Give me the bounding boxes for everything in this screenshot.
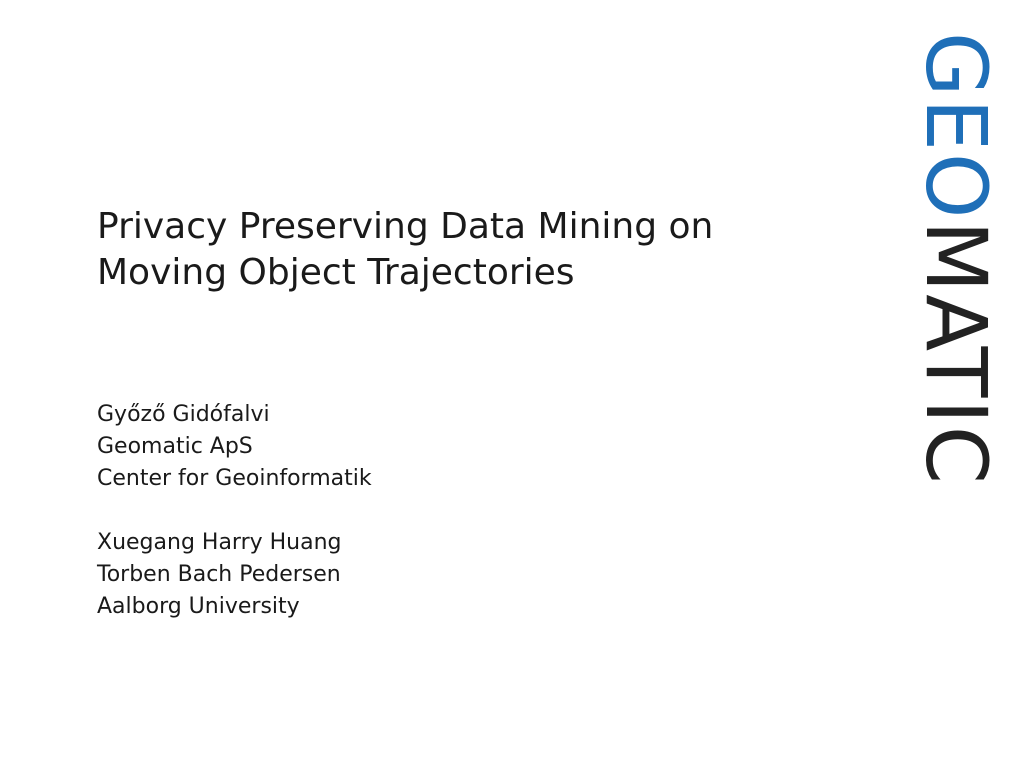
author-name: Torben Bach Pedersen [97, 562, 341, 587]
logo-wordmark [907, 32, 1005, 489]
author-group-aalborg [97, 527, 797, 623]
logo-text-suffix: MATIC [907, 220, 1005, 489]
geomatic-logo-graphic [907, 30, 1005, 489]
logo-text-o: O [907, 152, 1005, 222]
author-affiliation: Aalborg University [97, 594, 300, 619]
author-group-geomatic [97, 399, 797, 495]
author-block [97, 399, 797, 623]
logo-text-prefix: GE [907, 32, 1005, 155]
author-affiliation: Center for Geoinformatik [97, 466, 372, 491]
author-name: Győző Gidófalvi [97, 402, 270, 427]
title-line-1: Privacy Preserving Data Mining on [97, 206, 714, 247]
slide-title [97, 204, 857, 296]
author-name: Xuegang Harry Huang [97, 530, 342, 555]
geomatic-logo [907, 30, 1005, 489]
author-affiliation: Geomatic ApS [97, 434, 253, 459]
title-line-2: Moving Object Trajectories [97, 252, 575, 293]
